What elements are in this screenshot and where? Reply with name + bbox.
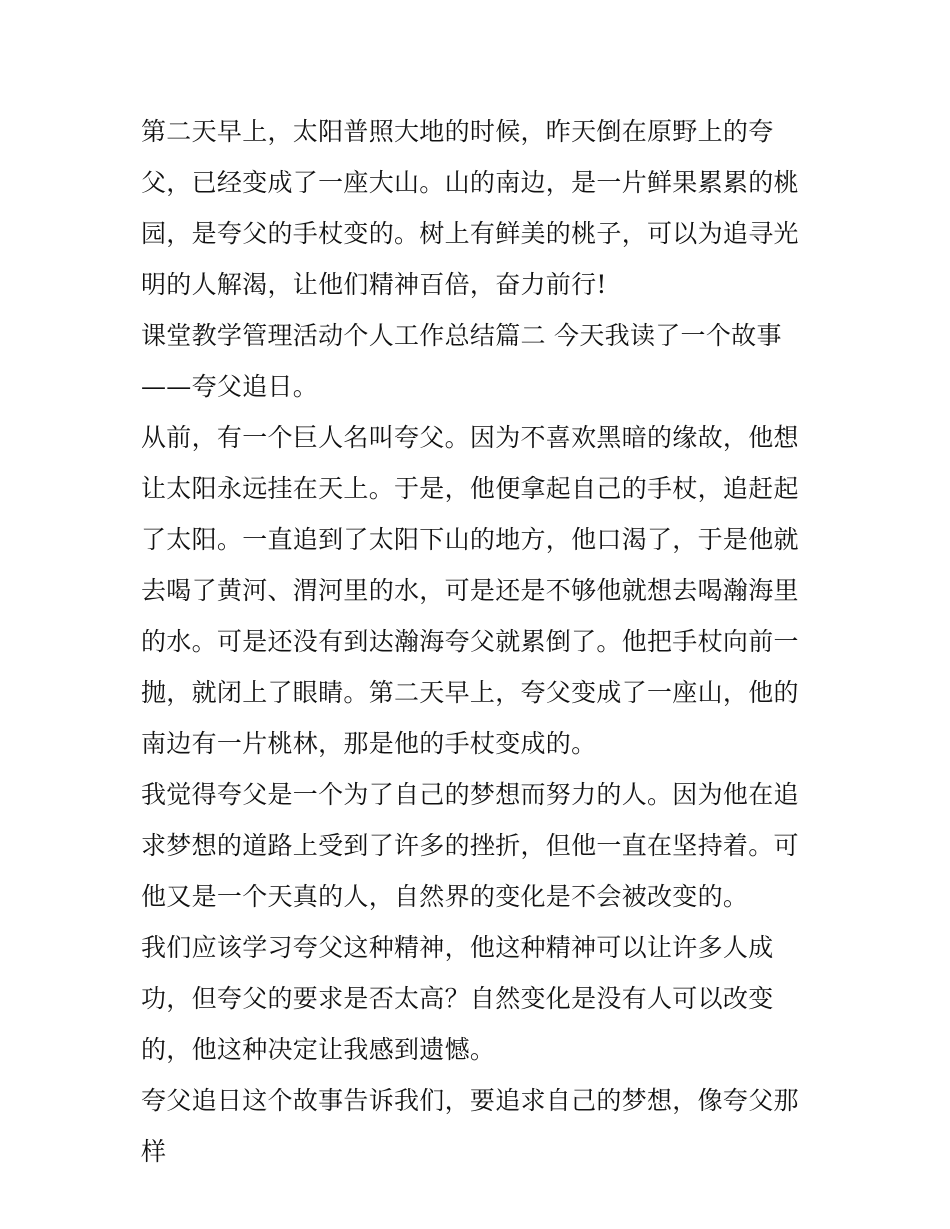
paragraph-1: 第二天早上，太阳普照大地的时候，昨天倒在原野上的夸父，已经变成了一座大山。山的南边，是一片鲜果累累的桃园，是夸父的手杖变的。树上有鲜美的桃子，可以为追寻光明的人解渴，让他们精神百倍，奋力前行! (141, 117, 799, 299)
paragraph-2: 课堂教学管理活动个人工作总结篇二 今天我读了一个故事——夸父追日。 (141, 321, 782, 401)
paragraph-5: 我们应该学习夸父这种精神，他这种精神可以让许多人成功，但夸父的要求是否太高？自然变化是没有人可以改变的，他这种决定让我感到遗憾。 (141, 933, 774, 1064)
paragraph-6: 夸父追日这个故事告诉我们，要追求自己的梦想，像夸父那样 (141, 1086, 799, 1166)
paragraph-4: 我觉得夸父是一个为了自己的梦想而努力的人。因为他在追求梦想的道路上受到了许多的挫折，但他一直在坚持着。可他又是一个天真的人，自然界的变化是不会被改变的。 (141, 780, 799, 911)
document-body (141, 106, 821, 1177)
paragraph-3: 从前，有一个巨人名叫夸父。因为不喜欢黑暗的缘故，他想让太阳永远挂在天上。于是，他便拿起自己的手杖，追赶起了太阳。一直追到了太阳下山的地方，他口渴了，于是他就去喝了黄河、渭河里的水，可是还是不够他就想去喝瀚海里的水。可是还没有到达瀚海夸父就累倒了。他把手杖向前一抛，就闭上了眼睛。第二天早上，夸父变成了一座山，他的南边有一片桃林，那是他的手杖变成的。 (141, 423, 799, 758)
